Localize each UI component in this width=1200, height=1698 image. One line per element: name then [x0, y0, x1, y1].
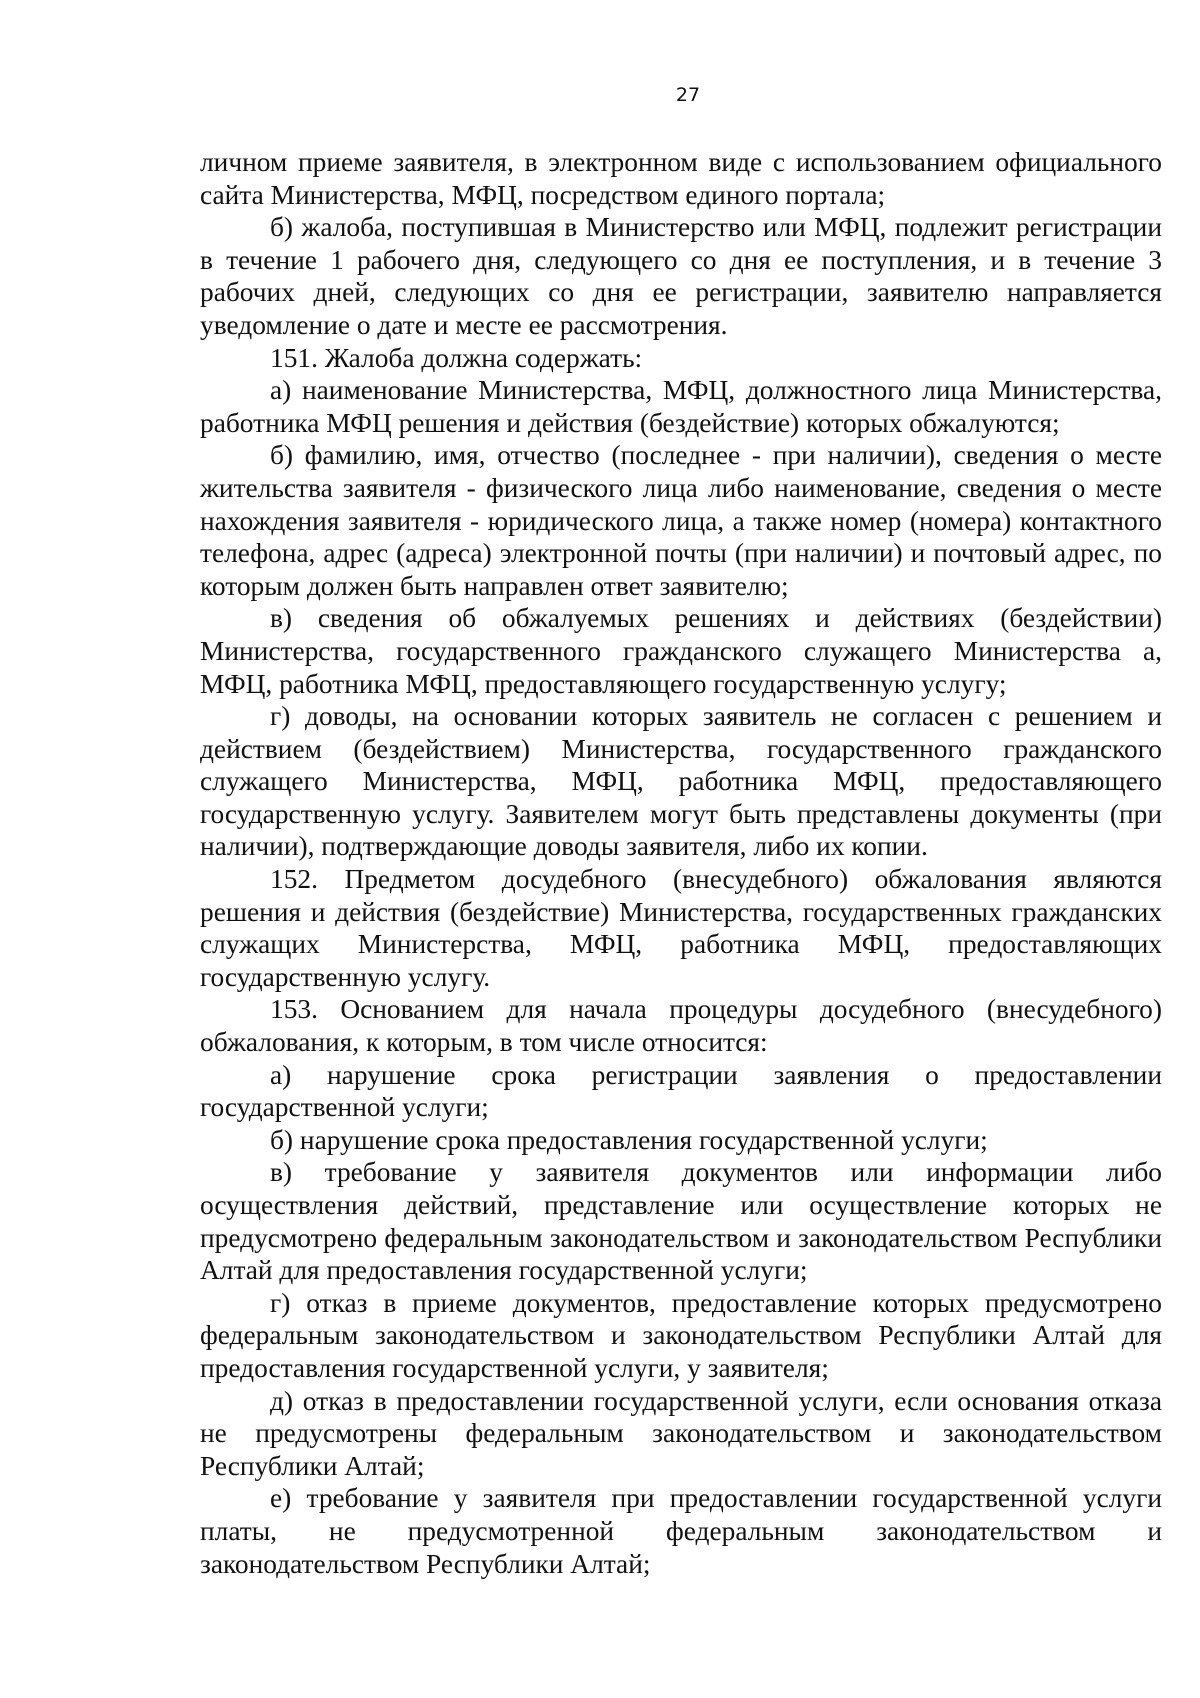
page-number: 27 [675, 84, 701, 106]
paragraph-continuation: личном приеме заявителя, в электронном виде с использованием официального сайта Министерства, МФЦ, посредством единого портала; [200, 147, 1162, 210]
paragraph-153-a: а) нарушение срока регистрации заявления о предоставлении государственной услуги; [200, 1059, 1162, 1123]
paragraph-151-b: б) фамилию, имя, отчество (последнее - при наличии), сведения о месте жительства заявителя - физического лица либо наименование, сведения о месте нахождения заявителя - юридического лица, а также номер (номера) контактного телефона, адрес (адреса) электронной почты (при наличии) и почтовый адрес, по которым должен быть направлен ответ заявителю; [200, 440, 1162, 601]
paragraph-153-b: б) нарушение срока предоставления государственной услуги; [270, 1124, 988, 1155]
paragraph-153-v: в) требование у заявителя документов или информации либо осуществления действий, представление или осуществление которых не предусмотрено федеральным законодательством и законодательством Республики Алтай для предоставления государственной услуги; [200, 1157, 1162, 1286]
paragraph-151-a: а) наименование Министерства, МФЦ, должностного лица Министерства, работника МФЦ решения и действия (бездействие) которых обжалуются; [200, 375, 1162, 438]
paragraph-complaint-registration: б) жалоба, поступившая в Министерство или МФЦ, подлежит регистрации в течение 1 рабочего дня, следующего со дня ее поступления, и в течение 3 рабочих дней, следующих со дня ее регистрации, заявителю направляется уведомление о дате и месте ее рассмотрения. [200, 212, 1162, 340]
paragraph-153-d: д) отказ в предоставлении государственной услуги, если основания отказа не предусмотрены федеральным законодательством и законодательством Республики Алтай; [200, 1385, 1162, 1481]
document-body [200, 146, 1162, 1580]
paragraph-153-g: г) отказ в приеме документов, предоставление которых предусмотрено федеральным законодательством и законодательством Республики Алтай для предоставления государственной услуги, у заявителя; [200, 1287, 1162, 1383]
paragraph-151-v: в) сведения об обжалуемых решениях и действиях (бездействии) Министерства, государственного гражданского служащего Министерства а, МФЦ, работника МФЦ, предоставляющего государственную услугу; [200, 603, 1162, 699]
paragraph-152: 152. Предметом досудебного (внесудебного) обжалования являются решения и действия (бездействие) Министерства, государственных гражданских служащих Министерства, МФЦ, работника МФЦ, предоставляющих государственную услугу. [200, 864, 1162, 992]
paragraph-153-heading: 153. Основанием для начала процедуры досудебного (внесудебного) обжалования, к которым, в том числе относится: [200, 994, 1162, 1058]
paragraph-151-heading: 151. Жалоба должна содержать: [270, 342, 643, 373]
paragraph-153-e: е) требование у заявителя при предоставлении государственной услуги платы, не предусмотренной федеральным законодательством и законодательством Республики Алтай; [200, 1483, 1162, 1579]
paragraph-151-g: г) доводы, на основании которых заявитель не согласен с решением и действием (бездействием) Министерства, государственного гражданского служащего Министерства, МФЦ, работника МФЦ, предоставляющего государственную услугу. Заявителем могут быть представлены документы (при наличии), подтверждающие доводы заявителя, либо их копии. [200, 701, 1162, 862]
